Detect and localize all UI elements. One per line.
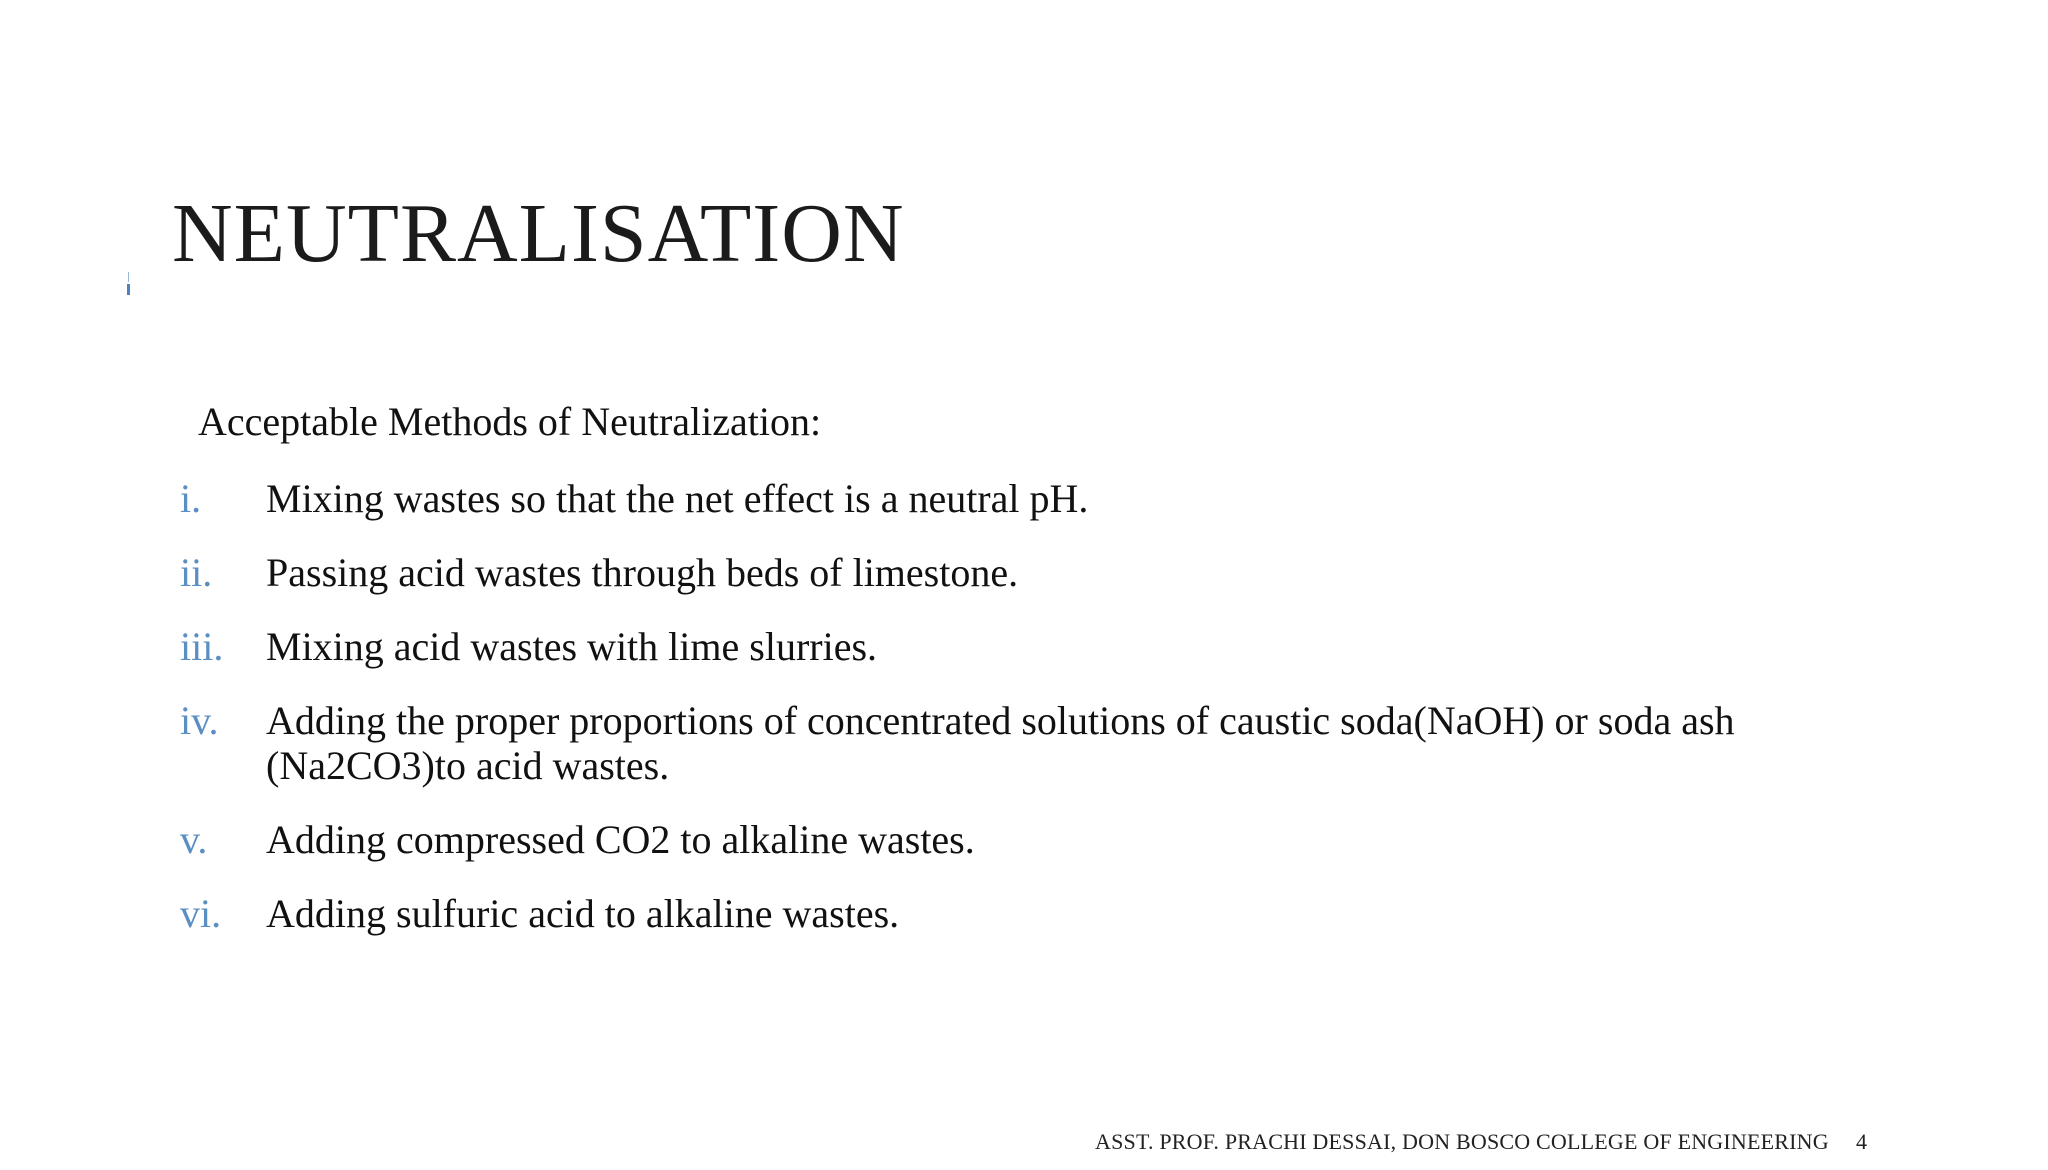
list-item-number: ii.	[180, 550, 213, 595]
page-number: 4	[1856, 1129, 1867, 1154]
list-item-text: Mixing wastes so that the net effect is a neutral pH.	[266, 476, 1089, 521]
list-item	[180, 476, 1820, 521]
list-item-text: Adding compressed CO2 to alkaline wastes.	[266, 817, 975, 862]
intro-text: Acceptable Methods of Neutralization:	[198, 399, 822, 444]
list-item-text: Adding the proper proportions of concentrated solutions of caustic soda(NaOH) or soda ash (Na2CO3)to acid wastes.	[266, 698, 1735, 788]
list-item	[180, 891, 1820, 936]
list-item-text: Passing acid wastes through beds of limestone.	[266, 550, 1019, 595]
list-item	[180, 698, 1820, 788]
footer-text: ASST. PROF. PRACHI DESSAI, DON BOSCO COLLEGE OF ENGINEERING	[1095, 1129, 1829, 1154]
list-item	[180, 550, 1820, 595]
slide-title: NEUTRALISATION	[172, 187, 905, 280]
list-item-text: Adding sulfuric acid to alkaline wastes.	[266, 891, 900, 936]
list-item-number: v.	[180, 817, 208, 862]
list-item-number: vi.	[180, 891, 222, 936]
list-item-number: iii.	[180, 624, 224, 669]
list-item-number: i.	[180, 476, 202, 521]
list-item	[180, 624, 1820, 669]
list-item-number: iv.	[180, 698, 219, 743]
list-item-text: Mixing acid wastes with lime slurries.	[266, 624, 878, 669]
list-item	[180, 817, 1820, 862]
method-list	[180, 476, 1820, 965]
accent-mark-thin	[128, 272, 129, 282]
accent-mark	[127, 284, 130, 295]
